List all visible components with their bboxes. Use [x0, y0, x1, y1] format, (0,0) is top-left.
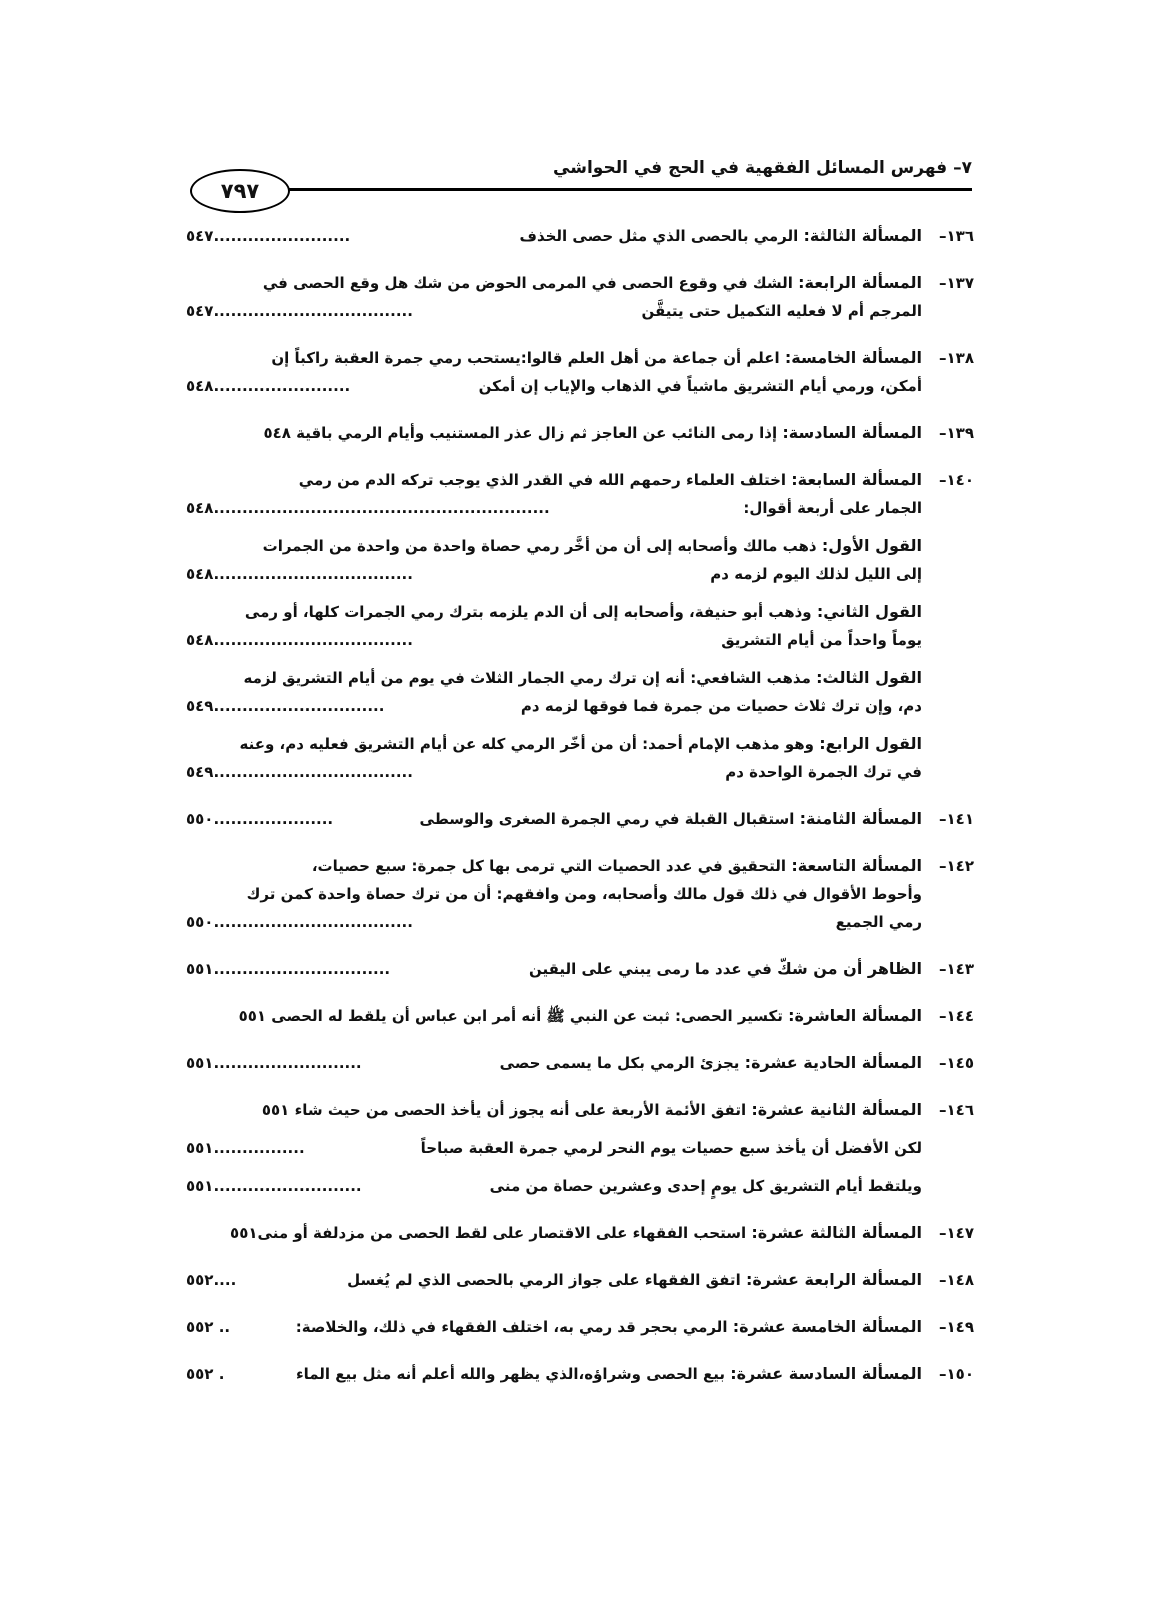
page-ref: ...................................٥٤٨ — [186, 565, 413, 583]
sub-entry-label: القول الثالث: — [816, 668, 922, 687]
sub-entry-label: القول الأول: — [821, 536, 922, 555]
page-ref: .....................٥٥٠ — [186, 810, 334, 828]
page-ref: ...........................................................٥٤٨ — [186, 499, 550, 517]
sub-entry: القول الثالث: مذهب الشافعي: أنه إن ترك رمي الجمار الثلاث في يوم من أيام التشريق لزمه دم، وإن ترك ثلاث حصيات من جمرة فما فوقها لزمه دم ..............................٥٤٩ — [186, 664, 922, 720]
sub-entry-label: القول الرابع: — [819, 734, 922, 753]
entry-label: المسألة الرابعة: — [798, 273, 922, 292]
index-entry: ١٤٥– المسألة الحادية عشرة: يجزئ الرمي بكل ما يسمى حصى ..........................٥٥١ — [186, 1049, 974, 1077]
index-entry: ١٤٧– المسألة الثالثة عشرة: استحب الفقهاء على الاقتصار على لقط الحصى من مزدلفة أو منى٥٥١ — [230, 1223, 974, 1242]
index-entry: ١٣٦– المسألة الثالثة: الرمي بالحصى الذي مثل حصى الخذف ........................٥٤٧ — [186, 222, 974, 250]
page-ref: ..........................٥٥١ — [186, 1177, 362, 1195]
entry-label: المسألة الثالثة: — [803, 226, 922, 245]
page-ref: ........................٥٤٨ — [186, 377, 351, 395]
page-ref: ..........................٥٥١ — [186, 1054, 362, 1072]
entry-label: المسألة العاشرة: — [788, 1006, 922, 1025]
index-entry: ١٣٧– المسألة الرابعة: الشك في وقوع الحصى في المرمى الحوض من شك هل وقع الحصى في المرجم أم لا فعليه التكميل حتى يتيقَّن ...................................٥٤٧ — [186, 269, 974, 325]
index-entry: ١٤٩– المسألة الخامسة عشرة: الرمي بحجر قد رمي به، اختلف الفقهاء في ذلك، والخلاصة: .. ٥٥٢ — [186, 1313, 974, 1341]
entry-label: المسألة التاسعة: — [791, 856, 922, 875]
index-entry: ١٣٨– المسألة الخامسة: اعلم أن جماعة من أهل العلم قالوا:يستحب رمي جمرة العقبة راكباً إن أمكن، ورمي أيام التشريق ماشياً في الذهاب والإياب إن أمكن ........................٥٤٨ — [186, 344, 974, 400]
index-list — [186, 222, 974, 1407]
page-ref: ...............................٥٥١ — [186, 960, 391, 978]
index-entry: ١٥٠– المسألة السادسة عشرة: بيع الحصى وشراؤه،الذي يظهر والله أعلم أنه مثل بيع الماء . ٥٥٢ — [186, 1360, 974, 1388]
sub-entry: القول الثاني: وذهب أبو حنيفة، وأصحابه إلى أن الدم يلزمه بترك رمي الجمرات كلها، أو رمى يوماً واحداً من أيام التشريق ...................................٥٤٨ — [186, 598, 922, 654]
entry-label: المسألة الثامنة: — [799, 809, 922, 828]
index-entry: ١٤٠– المسألة السابعة: اختلف العلماء رحمهم الله في القدر الذي يوجب تركه الدم من رمي الجمار على أربعة أقوال: ...........................................................٥٤٨ القول الأول: ذهب مالك وأصحابه إلى أن من أخَّر رمي حصاة واحدة من واحدة من الجمرات إلى الليل لذلك اليوم لزمه دم ...................................٥٤٨ القول الثاني: وذهب أبو حنيفة، وأصحابه إلى أن الدم يلزمه بترك رمي الجمرات كلها، أو رمى يوماً واحداً من أيام التشريق ...................................٥٤٨ القول الثالث: مذهب الشافعي: أنه إن ترك رمي الجمار الثلاث في يوم من أيام التشريق لزمه دم، وإن ترك ثلاث حصيات من جمرة فما فوقها لزمه دم ..............................٥٤٩ القول الرابع: وهو مذهب الإمام أحمد: أن من أخّر الرمي كله عن أيام التشريق فعليه دم، وعنه في ترك الجمرة الواحدة دم ...................................٥٤٩ — [186, 466, 974, 786]
entry-label: المسألة الحادية عشرة: — [744, 1053, 922, 1072]
entry-label: المسألة الخامسة: — [784, 348, 922, 367]
index-entry: ١٤١– المسألة الثامنة: استقبال القبلة في رمي الجمرة الصغرى والوسطى .....................٥٥٠ — [186, 805, 974, 833]
section-title: ٧– فهرس المسائل الفقهية في الحج في الحواشي — [553, 158, 972, 178]
entry-label: المسألة السادسة عشرة: — [730, 1364, 922, 1383]
entry-label: المسألة الخامسة عشرة: — [732, 1317, 922, 1336]
index-entry: ١٤٢– المسألة التاسعة: التحقيق في عدد الحصيات التي ترمى بها كل جمرة: سبع حصيات، وأحوط الأقوال في ذلك قول مالك وأصحابه، ومن وافقهم: أن من ترك حصاة واحدة كمن ترك رمي الجميع ...................................٥٥٠ — [186, 852, 974, 936]
index-entry: ١٤٨– المسألة الرابعة عشرة: اتفق الفقهاء على جواز الرمي بالحصى الذي لم يُغسل ....٥٥٢ — [186, 1266, 974, 1294]
index-entry: ١٣٩– المسألة السادسة: إذا رمى النائب عن العاجز ثم زال عذر المستنيب وأيام الرمي باقية ٥٤٨ — [263, 423, 974, 442]
index-entry: ١٤٣– الظاهر أن من شكّ في عدد ما رمى يبني على اليقين ...............................٥٥١ — [186, 955, 974, 983]
page-ref: . ٥٥٢ — [186, 1365, 225, 1383]
page-ref: ................٥٥١ — [186, 1139, 305, 1157]
entry-label: المسألة السابعة: — [791, 470, 922, 489]
page-ref: ...................................٥٤٩ — [186, 763, 413, 781]
entry-label: المسألة الثالثة عشرة: — [751, 1223, 922, 1242]
entry-label: المسألة الرابعة عشرة: — [745, 1270, 922, 1289]
page-ref: .. ٥٥٢ — [186, 1318, 231, 1336]
page-ref: ..............................٥٤٩ — [186, 697, 385, 715]
page-ref: ...................................٥٥٠ — [186, 913, 413, 931]
index-entry: ١٤٦– المسألة الثانية عشرة: اتفق الأئمة الأربعة على أنه يجوز أن يأخذ الحصى من حيث شاء ٥٥١ لكن الأفضل أن يأخذ سبع حصيات يوم النحر لرمي جمرة العقبة صباحاً ................٥٥١ ويلتقط أيام التشريق كل يومٍ إحدى وعشرين حصاة من منى ..........................٥٥١ — [186, 1096, 974, 1200]
page-ref: ....٥٥٢ — [186, 1271, 237, 1289]
entry-label: المسألة السادسة: — [782, 423, 922, 442]
sub-entry-label: القول الثاني: — [816, 602, 922, 621]
page-ref: ........................٥٤٧ — [186, 227, 351, 245]
page-ref: ...................................٥٤٧ — [186, 302, 413, 320]
entry-label: المسألة الثانية عشرة: — [751, 1100, 922, 1119]
sub-entry: القول الأول: ذهب مالك وأصحابه إلى أن من أخَّر رمي حصاة واحدة من واحدة من الجمرات إلى الليل لذلك اليوم لزمه دم ...................................٥٤٨ — [186, 532, 922, 588]
page-ref: ...................................٥٤٨ — [186, 631, 413, 649]
page-header — [190, 158, 972, 214]
page-number: ٧٩٧ — [190, 169, 290, 213]
sub-entry: القول الرابع: وهو مذهب الإمام أحمد: أن من أخّر الرمي كله عن أيام التشريق فعليه دم، وعنه في ترك الجمرة الواحدة دم ...................................٥٤٩ — [186, 730, 922, 786]
index-entry: ١٤٤– المسألة العاشرة: تكسير الحصى: ثبت عن النبي ﷺ أنه أمر ابن عباس أن يلقط له الحصى ٥٥١ — [238, 1006, 974, 1025]
header-rule — [282, 188, 972, 191]
entry-label: الظاهر أن من شكّ — [777, 959, 922, 978]
